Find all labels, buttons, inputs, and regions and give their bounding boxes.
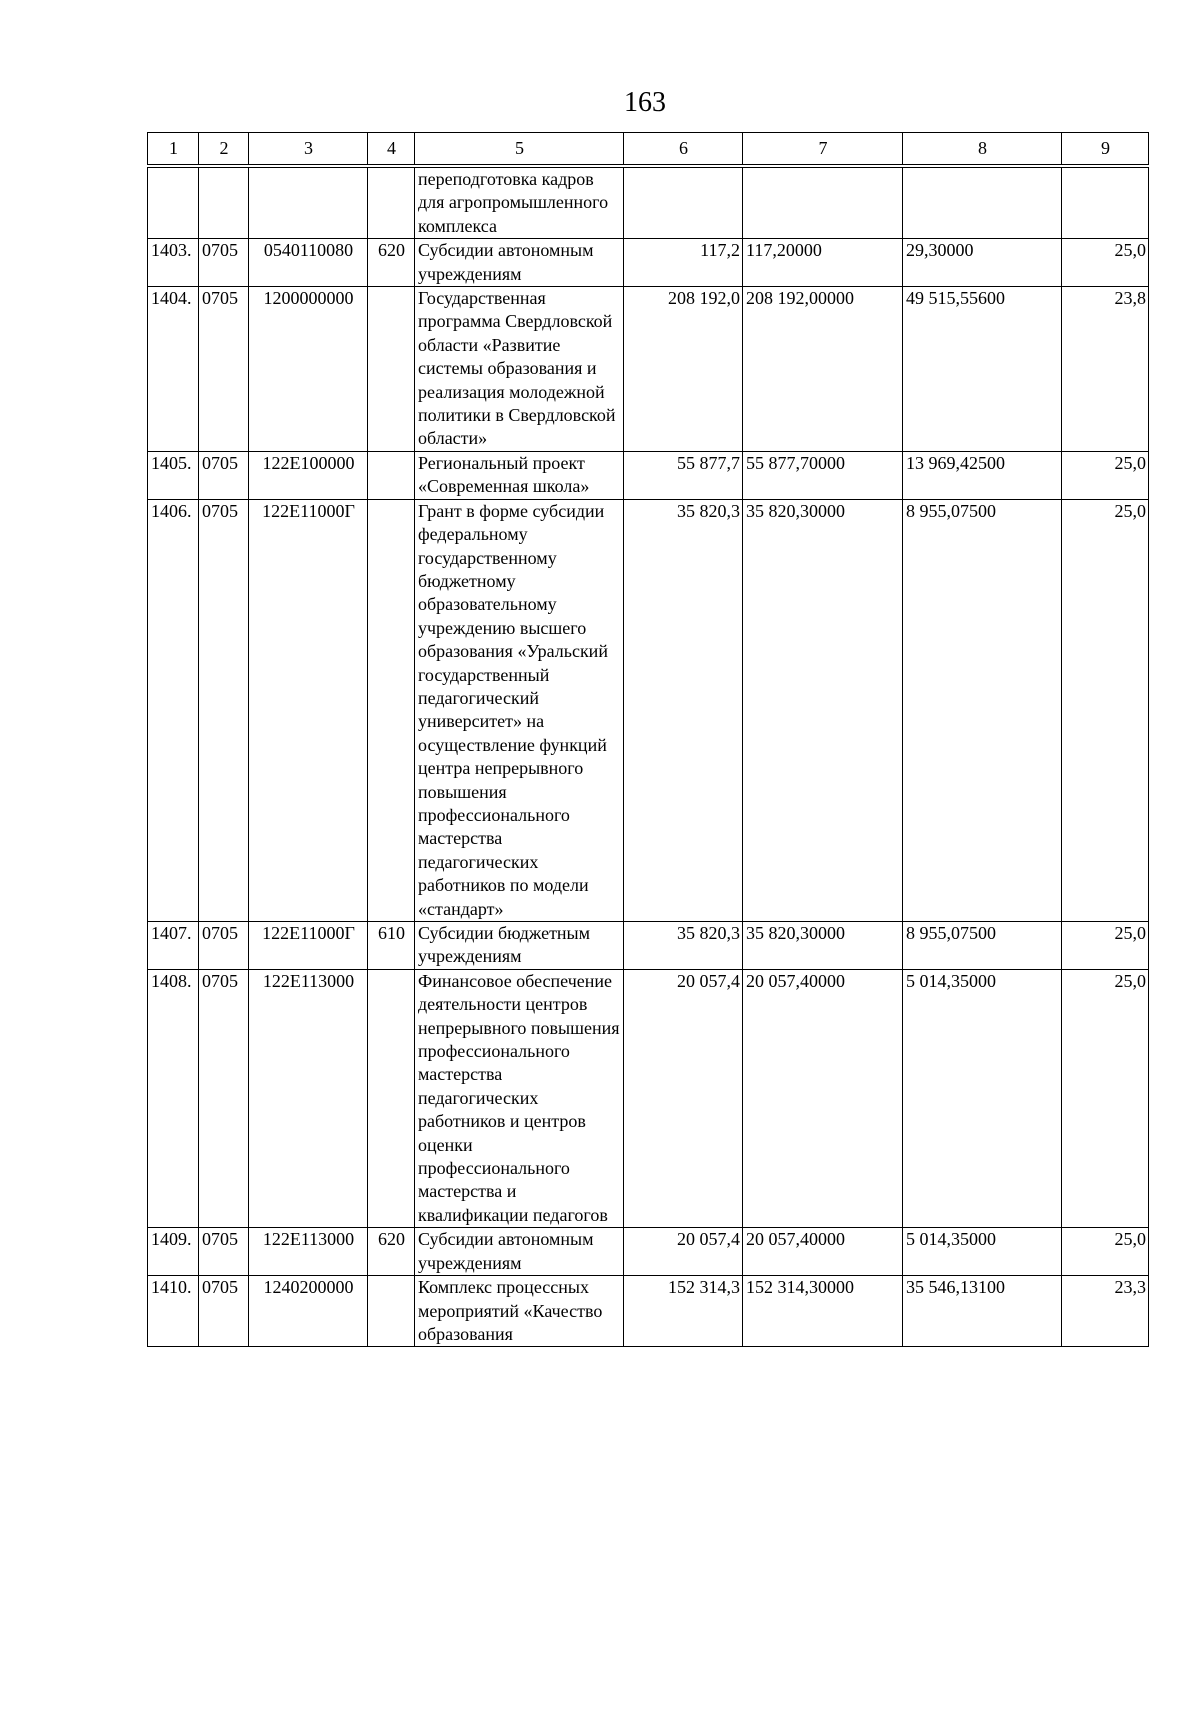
amount-precise-cell: 20 057,40000 [743,1228,903,1276]
expense-type-cell: 610 [368,922,415,970]
target-code-cell: 122E100000 [249,451,368,499]
amount-precise-cell: 20 057,40000 [743,969,903,1227]
row-number-cell [148,166,199,239]
amount-cell: 55 877,7 [624,451,743,499]
description-cell: переподготовка кадров для агропромышленного комплекса [415,166,624,239]
target-code-cell: 122E113000 [249,1228,368,1276]
amount-precise-cell: 152 314,30000 [743,1276,903,1347]
amount-cell: 152 314,3 [624,1276,743,1347]
section-code-cell: 0705 [199,922,249,970]
percent-cell: 25,0 [1062,969,1149,1227]
executed-amount-cell: 29,30000 [903,239,1062,287]
executed-amount-cell: 49 515,55600 [903,287,1062,452]
row-number-cell: 1407. [148,922,199,970]
target-code-cell: 0540110080 [249,239,368,287]
executed-amount-cell: 8 955,07500 [903,499,1062,921]
description-cell: Государственная программа Свердловской области «Развитие системы образования и реализация молодежной политики в Свердловской области» [415,287,624,452]
row-number-cell: 1406. [148,499,199,921]
expense-type-cell [368,499,415,921]
amount-cell: 35 820,3 [624,499,743,921]
target-code-cell: 122E11000Г [249,922,368,970]
target-code-cell: 122E11000Г [249,499,368,921]
executed-amount-cell: 13 969,42500 [903,451,1062,499]
section-code-cell: 0705 [199,1228,249,1276]
column-header-2: 2 [199,133,249,167]
column-header-9: 9 [1062,133,1149,167]
table-row [148,499,1149,921]
page-number: 163 [624,87,666,118]
table-row [148,287,1149,452]
table-row [148,239,1149,287]
column-header-6: 6 [624,133,743,167]
table-row [148,1228,1149,1276]
target-code-cell: 122E113000 [249,969,368,1227]
expense-type-cell [368,969,415,1227]
description-cell: Грант в форме субсидии федеральному государственному бюджетному образовательному учреждению высшего образования «Уральский государственный педагогический университет» на осуществление функций центра непрерывного повышения профессионального мастерства педагогических работников по модели «стандарт» [415,499,624,921]
header-row [148,133,1149,167]
percent-cell [1062,166,1149,239]
row-number-cell: 1410. [148,1276,199,1347]
expense-type-cell [368,1276,415,1347]
amount-precise-cell: 117,20000 [743,239,903,287]
percent-cell: 25,0 [1062,1228,1149,1276]
column-header-3: 3 [249,133,368,167]
target-code-cell [249,166,368,239]
column-header-4: 4 [368,133,415,167]
column-header-8: 8 [903,133,1062,167]
percent-cell: 23,8 [1062,287,1149,452]
amount-cell: 208 192,0 [624,287,743,452]
column-header-7: 7 [743,133,903,167]
budget-table [147,132,1149,1347]
percent-cell: 23,3 [1062,1276,1149,1347]
executed-amount-cell: 5 014,35000 [903,969,1062,1227]
table-row [148,166,1149,239]
description-cell: Субсидии автономным учреждениям [415,1228,624,1276]
amount-cell [624,166,743,239]
amount-precise-cell: 35 820,30000 [743,499,903,921]
percent-cell: 25,0 [1062,451,1149,499]
row-number-cell: 1409. [148,1228,199,1276]
description-cell: Комплекс процессных мероприятий «Качество образования [415,1276,624,1347]
column-header-1: 1 [148,133,199,167]
amount-precise-cell: 35 820,30000 [743,922,903,970]
percent-cell: 25,0 [1062,239,1149,287]
section-code-cell: 0705 [199,239,249,287]
section-code-cell: 0705 [199,969,249,1227]
section-code-cell [199,166,249,239]
amount-cell: 35 820,3 [624,922,743,970]
section-code-cell: 0705 [199,499,249,921]
percent-cell: 25,0 [1062,922,1149,970]
executed-amount-cell: 5 014,35000 [903,1228,1062,1276]
amount-precise-cell [743,166,903,239]
amount-precise-cell: 55 877,70000 [743,451,903,499]
executed-amount-cell [903,166,1062,239]
description-cell: Финансовое обеспечение деятельности центров непрерывного повышения профессионального мастерства педагогических работников и центров оценки профессионального мастерства и квалификации педагогов [415,969,624,1227]
row-number-cell: 1404. [148,287,199,452]
section-code-cell: 0705 [199,287,249,452]
section-code-cell: 0705 [199,1276,249,1347]
row-number-cell: 1403. [148,239,199,287]
target-code-cell: 1200000000 [249,287,368,452]
row-number-cell: 1408. [148,969,199,1227]
target-code-cell: 1240200000 [249,1276,368,1347]
table-row [148,969,1149,1227]
expense-type-cell: 620 [368,239,415,287]
expense-type-cell [368,166,415,239]
percent-cell: 25,0 [1062,499,1149,921]
executed-amount-cell: 35 546,13100 [903,1276,1062,1347]
description-cell: Субсидии бюджетным учреждениям [415,922,624,970]
table-row [148,922,1149,970]
expense-type-cell: 620 [368,1228,415,1276]
executed-amount-cell: 8 955,07500 [903,922,1062,970]
table-row [148,451,1149,499]
section-code-cell: 0705 [199,451,249,499]
amount-cell: 20 057,4 [624,969,743,1227]
expense-type-cell [368,451,415,499]
amount-cell: 20 057,4 [624,1228,743,1276]
amount-cell: 117,2 [624,239,743,287]
expense-type-cell [368,287,415,452]
column-header-5: 5 [415,133,624,167]
table-row [148,1276,1149,1347]
row-number-cell: 1405. [148,451,199,499]
description-cell: Субсидии автономным учреждениям [415,239,624,287]
amount-precise-cell: 208 192,00000 [743,287,903,452]
description-cell: Региональный проект «Современная школа» [415,451,624,499]
